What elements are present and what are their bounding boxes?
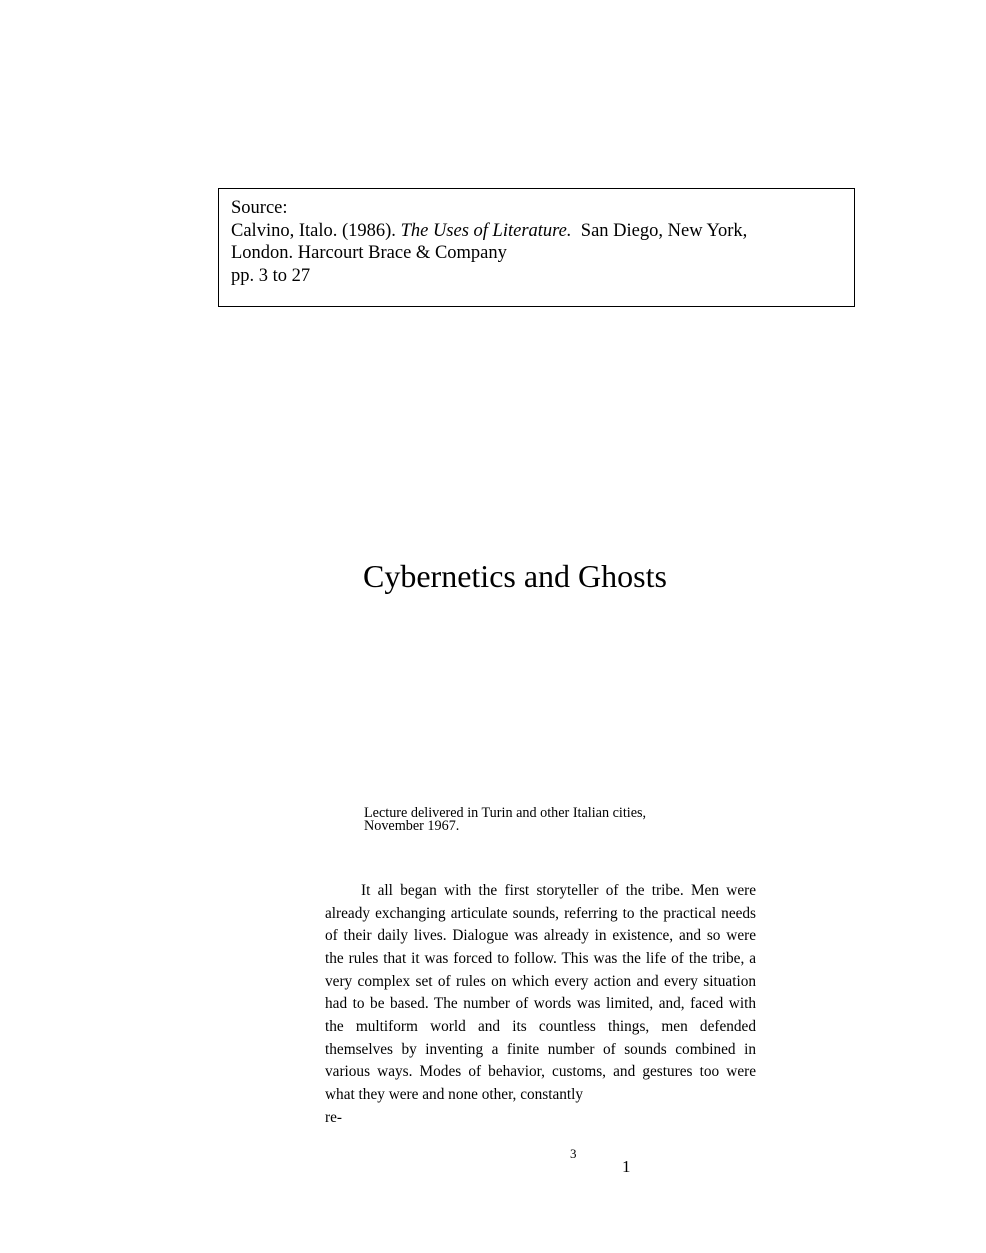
- citation-pages: pp. 3 to 27: [231, 266, 311, 287]
- lecture-note-line-1: Lecture delivered in Turin and other Italian cities,: [364, 805, 647, 821]
- citation-place: San Diego, New York,: [571, 220, 748, 241]
- citation-publisher: London. Harcourt Brace & Company: [231, 243, 507, 264]
- source-citation-box: [218, 188, 855, 307]
- body-paragraph: It all began with the first storyteller of the tribe. Men were already exchanging articulate sounds, referring to the practical needs of their daily lives. Dialogue was already in existence, and so were the rules that it was forced to follow. This was the life of the tribe, a very complex set of rules on which every action and every situation had to be based. The number of words was limited, and, faced with the multiform world and its countless things, men defended themselves by inventing a finite number of sounds combined in various ways. Modes of behavior, customs, and gestures too were what they were and none other, constantly: [325, 882, 756, 1103]
- lecture-note: [364, 807, 646, 832]
- citation-author-year: Calvino, Italo. (1986).: [231, 220, 401, 241]
- lecture-note-line-2: November 1967.: [364, 817, 460, 834]
- page-title: Cybernetics and Ghosts: [363, 558, 667, 594]
- page-number: 1: [622, 1157, 631, 1176]
- citation-book-title: The Uses of Literature.: [400, 220, 572, 241]
- body-hyphenated-continuation: re-: [325, 1108, 342, 1126]
- source-citation-line: [231, 220, 842, 243]
- source-label: Source:: [231, 198, 288, 218]
- original-page-number: 3: [570, 1146, 577, 1161]
- body-text: [325, 880, 756, 1129]
